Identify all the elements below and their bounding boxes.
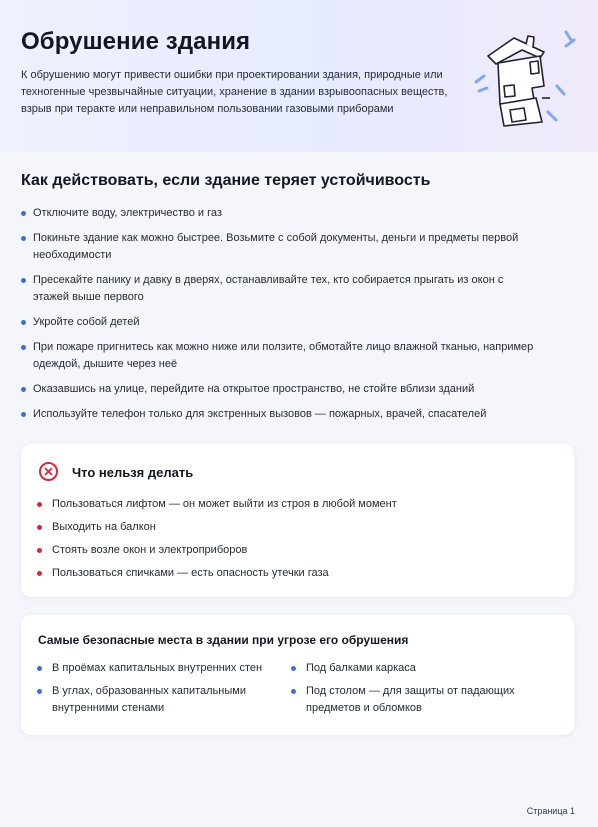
list-item: Стоять возле окон и электроприборов xyxy=(37,542,557,559)
list-item: Покиньте здание как можно быстрее. Возьмите с собой документы, деньги и предметы первой необходимости xyxy=(21,230,541,264)
collapsing-house-icon xyxy=(470,28,580,138)
list-item: Выходить на балкон xyxy=(37,519,557,536)
safe-places-left-column xyxy=(37,660,277,723)
list-item: Под столом — для защиты от падающих предметов и обломков xyxy=(291,683,531,717)
list-item: Пользоваться спичками — есть опасность утечки газа xyxy=(37,565,557,582)
list-item: В углах, образованных капитальными внутренними стенами xyxy=(37,683,277,717)
dont-card xyxy=(21,444,574,597)
spark-mark xyxy=(479,88,487,91)
actions-list xyxy=(21,205,541,431)
cross-glyph xyxy=(41,464,56,479)
spark-mark xyxy=(557,86,564,94)
page-number: Страница 1 xyxy=(526,806,575,816)
page-title: Обрушение здания xyxy=(21,28,251,55)
list-item: При пожаре пригнитесь как можно ниже или ползите, обмотайте лицо влажной тканью, например одеждой, дышите через неё xyxy=(21,339,541,373)
list-item: Оказавшись на улице, перейдите на открытое пространство, не стойте вблизи зданий xyxy=(21,381,541,398)
list-item: Используйте телефон только для экстренных вызовов — пожарных, врачей, спасателей xyxy=(21,406,541,423)
spark-mark xyxy=(476,76,484,82)
list-item: Под балками каркаса xyxy=(291,660,531,677)
dont-list xyxy=(37,496,557,588)
list-item: Пресекайте панику и давку в дверях, останавливайте тех, кто собирается прыгать из окон с этажей выше первого xyxy=(21,272,541,306)
list-item: Отключите воду, электричество и газ xyxy=(21,205,541,222)
safe-places-right-column xyxy=(291,660,531,723)
cross-circle-icon xyxy=(39,462,58,481)
safe-places-title: Самые безопасные места в здании при угрозе его обрушения xyxy=(38,633,409,647)
spark-mark xyxy=(548,112,556,120)
list-item: Укройте собой детей xyxy=(21,314,541,331)
intro-text: К обрушению могут привести ошибки при проектировании здания, природные или техногенные чрезвычайные ситуации, хранение в здании взрывоопасных веществ, взрыв при теракте или неправильном пользовании газовыми приборами xyxy=(21,69,448,115)
actions-section-title: Как действовать, если здание теряет устойчивость xyxy=(21,172,431,189)
dont-title: Что нельзя делать xyxy=(72,465,194,480)
list-item: Пользоваться лифтом — он может выйти из строя в любой момент xyxy=(37,496,557,513)
safe-places-card xyxy=(21,615,574,735)
list-item: В проёмах капитальных внутренних стен xyxy=(37,660,277,677)
spark-mark xyxy=(566,32,571,40)
header-banner xyxy=(0,0,598,152)
house-outline xyxy=(488,36,550,126)
